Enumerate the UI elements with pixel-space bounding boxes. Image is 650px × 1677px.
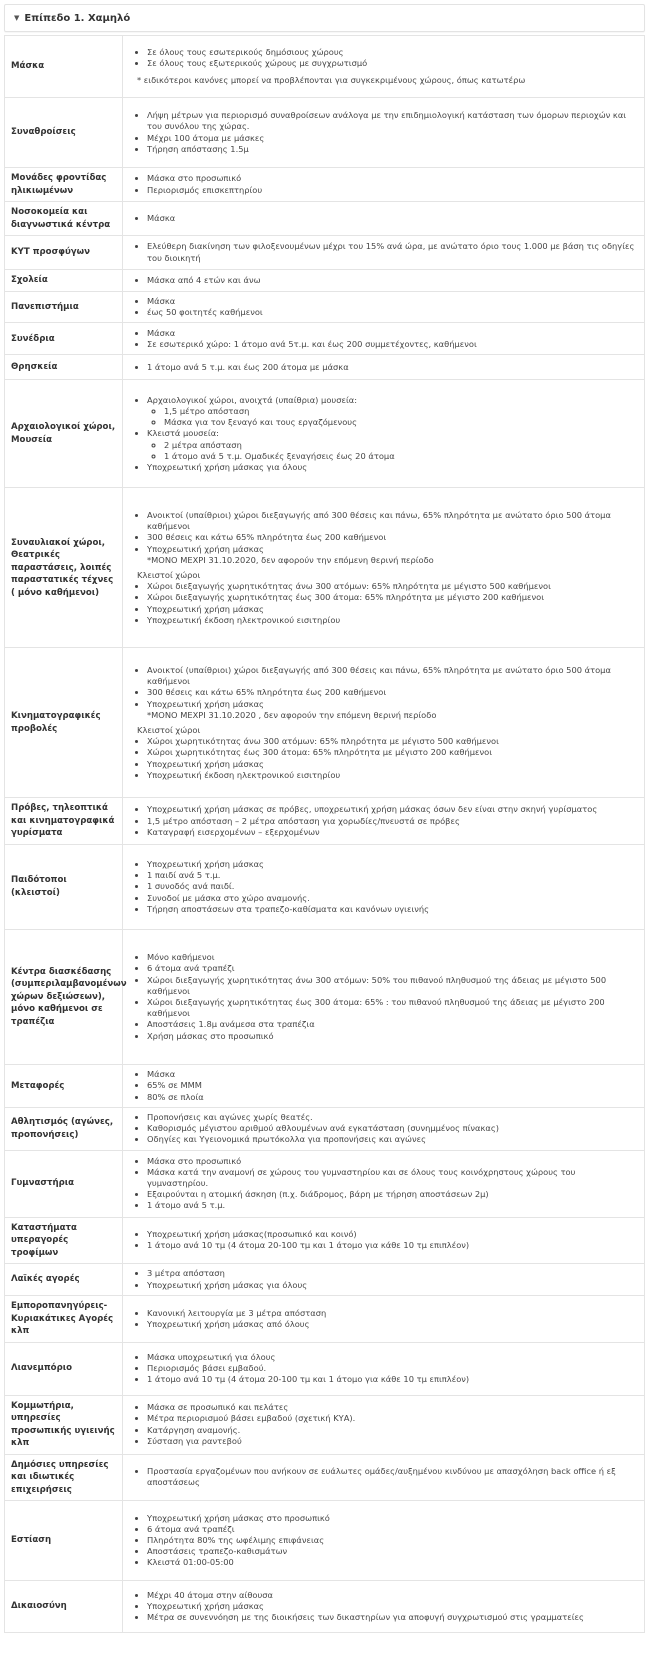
list-item: • Κατάργηση αναμονής. (147, 1425, 636, 1436)
row-content (123, 168, 645, 202)
list-item: • Υποχρεωτική έκδοση ηλεκτρονικού εισιτηρίου (147, 770, 636, 781)
table-row (5, 323, 645, 355)
period-note: *ΜΟΝΟ ΜΕΧΡΙ 31.10.2020 , δεν αφορούν την επόμενη θερινή περίοδο (147, 709, 437, 720)
table-row (5, 1501, 645, 1581)
list-item: • Υποχρεωτική χρήση μάσκας (147, 699, 636, 710)
measure-list (137, 1402, 636, 1447)
row-content (123, 488, 645, 648)
list-item: • Προπονήσεις και αγώνες χωρίς θεατές. (147, 1112, 636, 1123)
list-item: • Μέτρα περιορισμού βάσει εμβαδού (σχετική ΚΥΑ). (147, 1413, 636, 1424)
measures-table (4, 35, 645, 1633)
closed-spaces-title: Κλειστοί χώροι (137, 569, 201, 580)
measure-list (137, 1229, 636, 1251)
sub-list-item: ◦ Μάσκα για τον ξεναγό και τους εργαζόμενους (164, 417, 636, 428)
list-item: • Υποχρεωτική χρήση μάσκας(προσωπικό και κοινό) (147, 1229, 636, 1240)
measure-list (137, 1308, 636, 1330)
row-label: Συναυλιακοί χώροι, Θεατρικές παραστάσεις, λοιπές παραστατικές τέχνες ( μόνο καθήμενοι) (5, 488, 123, 648)
table-row (5, 380, 645, 488)
table-row (5, 844, 645, 929)
measure-list (137, 1156, 636, 1212)
row-label: Δικαιοσύνη (5, 1581, 123, 1633)
row-content (123, 844, 645, 929)
period-note: *ΜΟΝΟ ΜΕΧΡΙ 31.10.2020, δεν αφορούν την επόμενη θερινή περίοδο (147, 554, 434, 565)
row-content (123, 1296, 645, 1343)
measure-list (137, 328, 636, 350)
measure-list (137, 296, 636, 318)
table-row (5, 36, 645, 98)
row-label: Μονάδες φροντίδας ηλικιωμένων (5, 168, 123, 202)
row-label: Αθλητισμός (αγώνες, προπονήσεις) (5, 1107, 123, 1150)
list-item: • Εξαιρούνται η ατομική άσκηση (π.χ. διάδρομος, βάρη με τήρηση αποστάσεων 2μ) (147, 1189, 636, 1200)
list-item: • 1 συνοδός ανά παιδί. (147, 881, 636, 892)
measures-container (4, 4, 645, 1633)
row-label: Γυμναστήρια (5, 1150, 123, 1217)
row-label: Μεταφορές (5, 1064, 123, 1107)
row-content (123, 648, 645, 798)
row-content (123, 1395, 645, 1454)
list-item: • Υποχρεωτική χρήση μάσκας στο προσωπικό (147, 1513, 636, 1524)
list-item (147, 462, 636, 473)
list-item: • 1 άτομο ανά 10 τμ (4 άτομα 20-100 τμ και 1 άτομο για κάθε 10 τμ επιπλέον) (147, 1374, 636, 1385)
row-content (123, 98, 645, 168)
list-item: • Χώροι διεξαγωγής χωρητικότητας άνω 300 ατόμων: 50% του πιθανού πληθυσμού της άδειας με μέγιστο 500 καθήμενοι (147, 975, 636, 997)
row-label: Πανεπιστήμια (5, 292, 123, 323)
list-item: • Τήρηση απόστασης 1.5μ (147, 144, 636, 155)
list-item: • Χώροι χωρητικότητας έως 300 άτομα: 65% πληρότητα με μέγιστο 200 καθήμενοι (147, 747, 636, 758)
table-row (5, 1264, 645, 1296)
list-item: • Περιορισμός επισκεπτηρίου (147, 185, 636, 196)
list-item: • Χώροι διεξαγωγής χωρητικότητας έως 300 άτομα: 65% : του πιθανού πληθυσμού της άδειας με μέγιστο 200 καθήμενοι (147, 997, 636, 1019)
measure-list (137, 362, 636, 373)
measure-list (137, 804, 636, 838)
row-label: Λιανεμπόριο (5, 1342, 123, 1395)
measure-list (137, 1352, 636, 1386)
list-item: • Περιορισμός βάσει εμβαδού. (147, 1363, 636, 1374)
list-item: • 1 άτομο ανά 5 τ.μ. και έως 200 άτομα με μάσκα (147, 362, 636, 373)
row-content (123, 1342, 645, 1395)
list-item: • Υποχρεωτική χρήση μάσκας για όλους (147, 1280, 636, 1291)
list-item: • Μάσκα (147, 213, 636, 224)
table-row (5, 1064, 645, 1107)
level-accordion-header[interactable] (4, 4, 645, 32)
list-item: • Μάσκα στο προσωπικό (147, 1156, 636, 1167)
table-row (5, 488, 645, 648)
row-content (123, 270, 645, 292)
list-item: • Μέχρι 40 άτομα στην αίθουσα (147, 1590, 636, 1601)
sub-list-item: ◦ 1,5 μέτρο απόσταση (164, 406, 636, 417)
list-item: • Μάσκα σε προσωπικό και πελάτες (147, 1402, 636, 1413)
row-label: Πρόβες, τηλεοπτικά και κινηματογραφικά γυρίσματα (5, 798, 123, 845)
measure-list (137, 1112, 636, 1146)
list-item: • Ανοικτοί (υπαίθριοι) χώροι διεξαγωγής από 300 θέσεις και πάνω, 65% πληρότητα με ανώτατο όριο 500 άτομα καθήμενοι (147, 665, 636, 687)
table-row (5, 98, 645, 168)
list-item: • Πληρότητα 80% της ωφέλιμης επιφάνειας (147, 1535, 636, 1546)
table-row (5, 1454, 645, 1501)
list-item: • Αποστάσεις 1.8μ ανάμεσα στα τραπέζια (147, 1019, 636, 1030)
row-content (123, 1150, 645, 1217)
row-label: Εστίαση (5, 1501, 123, 1581)
row-label: Συνέδρια (5, 323, 123, 355)
sub-list-item: ◦ 2 μέτρα απόσταση (164, 440, 636, 451)
row-content (123, 323, 645, 355)
closed-spaces-list (137, 581, 636, 626)
row-content (123, 355, 645, 380)
list-item: • Χώροι διεξαγωγής χωρητικότητας έως 300 άτομα: 65% πληρότητα με μέγιστο 200 καθήμενοι (147, 592, 636, 603)
list-item: • Υποχρεωτική χρήση μάσκας (147, 1601, 636, 1612)
list-item: • 6 άτομα ανά τραπέζι (147, 963, 636, 974)
closed-spaces-title: Κλειστοί χώροι (137, 724, 201, 735)
list-item: • Μάσκα κατά την αναμονή σε χώρους του γυμναστηρίου και σε όλους τους κοινόχρηστους χώρους του γυμναστηρίου. (147, 1167, 636, 1189)
list-item: • Προστασία εργαζομένων που ανήκουν σε ευάλωτες ομάδες/αυξημένου κινδύνου με απασχόληση back office ή εξ αποστάσεως (147, 1466, 636, 1488)
list-item: • Μέχρι 100 άτομα με μάσκες (147, 133, 636, 144)
list-item: • 1 παιδί ανά 5 τ.μ. (147, 870, 636, 881)
row-content (123, 1107, 645, 1150)
list-item: • Μάσκα από 4 ετών και άνω (147, 275, 636, 286)
list-item: • Καθορισμός μέγιστου αριθμού αθλουμένων ανά εγκατάσταση (συνημμένος πίνακας) (147, 1123, 636, 1134)
table-row (5, 292, 645, 323)
table-row (5, 202, 645, 236)
list-item: • Σε όλους τους εξωτερικούς χώρους με συγχρωτισμό (147, 58, 636, 69)
measure-list (137, 241, 636, 263)
list-item: • Υποχρεωτική χρήση μάσκας (147, 604, 636, 615)
table-row (5, 168, 645, 202)
list-item-text: Κλειστά μουσεία: (147, 428, 219, 439)
table-row (5, 648, 645, 798)
table-row (5, 1342, 645, 1395)
table-row (5, 1150, 645, 1217)
measure-list (137, 1466, 636, 1488)
table-row (5, 236, 645, 270)
list-item: • Υποχρεωτική χρήση μάσκας (147, 544, 636, 555)
level-title: Επίπεδο 1. Χαμηλό (24, 12, 131, 24)
list-item: • Υποχρεωτική χρήση μάσκας από όλους (147, 1319, 636, 1330)
list-item: • Οδηγίες και Υγειονομικά πρωτόκολλα για προπονήσεις και αγώνες (147, 1134, 636, 1145)
list-item: • Χώροι χωρητικότητας άνω 300 ατόμων: 65% πληρότητα με μέγιστο 500 καθήμενοι (147, 736, 636, 747)
table-row (5, 798, 645, 845)
table-row (5, 1296, 645, 1343)
list-item (147, 428, 636, 462)
row-content (123, 1501, 645, 1581)
row-content (123, 236, 645, 270)
list-item: • Υποχρεωτική χρήση μάσκας (147, 759, 636, 770)
list-item: • 300 θέσεις και κάτω 65% πληρότητα έως 200 καθήμενοι (147, 532, 636, 543)
list-item: • Υποχρεωτική έκδοση ηλεκτρονικού εισιτηρίου (147, 615, 636, 626)
row-label: Παιδότοποι (κλειστοί) (5, 844, 123, 929)
list-item: • Αποστάσεις τραπεζο-καθισμάτων (147, 1546, 636, 1557)
list-item: • Υποχρεωτική χρήση μάσκας σε πρόβες, υποχρεωτική χρήση μάσκας όσων δεν είναι στην σκηνή γυρίσματος (147, 804, 636, 815)
list-item: • Καταγραφή εισερχομένων – εξερχομένων (147, 827, 636, 838)
list-item: • 80% σε πλοία (147, 1092, 636, 1103)
list-item: • Μάσκα (147, 328, 636, 339)
measure-list (137, 47, 636, 69)
measure-list (137, 173, 636, 195)
row-content (123, 1581, 645, 1633)
row-content (123, 1454, 645, 1501)
list-item: • Ελεύθερη διακίνηση των φιλοξενουμένων μέχρι του 15% ανά ώρα, με ανώτατο όριο τους 1.000 με βάση τις οδηγίες του διοικητή (147, 241, 636, 263)
row-label: Καταστήματα υπεραγορές τροφίμων (5, 1217, 123, 1264)
row-content (123, 798, 645, 845)
row-content (123, 380, 645, 488)
row-label: Θρησκεία (5, 355, 123, 380)
row-content (123, 1264, 645, 1296)
list-item: • Χώροι διεξαγωγής χωρητικότητας άνω 300 ατόμων: 65% πληρότητα με μέγιστο 500 καθήμενοι (147, 581, 636, 592)
list-item: • Σε εσωτερικό χώρο: 1 άτομο ανά 5τ.μ. και έως 200 συμμετέχοντες, καθήμενοι (147, 339, 636, 350)
list-item: • Μάσκα (147, 296, 636, 307)
table-row (5, 1107, 645, 1150)
table-row (5, 270, 645, 292)
row-content (123, 202, 645, 236)
measure-list (137, 1590, 636, 1624)
row-label: Μάσκα (5, 36, 123, 98)
footnote: * ειδικότεροι κανόνες μπορεί να προβλέπονται για συγκεκριμένους χώρους, όπως κατωτέρω (137, 74, 526, 85)
measure-list (137, 859, 636, 915)
list-item: • Μόνο καθήμενοι (147, 952, 636, 963)
list-item: • Μάσκα (147, 1069, 636, 1080)
list-item: • 1 άτομο ανά 5 τ.μ. (147, 1200, 636, 1211)
list-item: • Μάσκα υποχρεωτική για όλους (147, 1352, 636, 1363)
measure-list (137, 1069, 636, 1103)
row-content (123, 929, 645, 1064)
list-item-text: Αρχαιολογικοί χώροι, ανοιχτά (υπαίθρια) μουσεία: (147, 394, 358, 405)
list-item: • Συνοδοί με μάσκα στο χώρο αναμονής. (147, 893, 636, 904)
table-row (5, 1581, 645, 1633)
measure-list (137, 110, 636, 155)
list-item: • Τήρηση αποστάσεων στα τραπεζο-καθίσματα και κανόνων υγιεινής (147, 904, 636, 915)
row-label: Δημόσιες υπηρεσίες και ιδιωτικές επιχειρήσεις (5, 1454, 123, 1501)
table-row (5, 1217, 645, 1264)
row-label: Κομμωτήρια, υπηρεσίες προσωπικής υγιεινής κλπ (5, 1395, 123, 1454)
sub-list (147, 440, 636, 462)
measure-list (137, 1268, 636, 1290)
list-item: • Ανοικτοί (υπαίθριοι) χώροι διεξαγωγής από 300 θέσεις και πάνω, 65% πληρότητα με ανώτατο όριο 500 άτομα καθήμενοι (147, 510, 636, 532)
list-item: • Μάσκα στο προσωπικό (147, 173, 636, 184)
list-item: • 65% σε ΜΜΜ (147, 1080, 636, 1091)
measure-list (137, 395, 636, 473)
list-item: • 1 άτομο ανά 10 τμ (4 άτομα 20-100 τμ και 1 άτομο για κάθε 10 τμ επιπλέον) (147, 1240, 636, 1251)
measure-list (137, 275, 636, 286)
list-item: • 6 άτομα ανά τραπέζι (147, 1524, 636, 1535)
list-item: • Χρήση μάσκας στο προσωπικό (147, 1031, 636, 1042)
row-label: Αρχαιολογικοί χώροι, Μουσεία (5, 380, 123, 488)
table-row (5, 355, 645, 380)
row-label: Νοσοκομεία και διαγνωστικά κέντρα (5, 202, 123, 236)
list-item: • Υποχρεωτική χρήση μάσκας (147, 859, 636, 870)
list-item: • 3 μέτρα απόσταση (147, 1268, 636, 1279)
sub-list (147, 406, 636, 428)
measure-list (137, 952, 636, 1042)
row-label: Κινηματογραφικές προβολές (5, 648, 123, 798)
table-row (5, 929, 645, 1064)
list-item: • Μέτρα σε συνεννόηση με της διοικήσεις των δικαστηρίων για αποφυγή συγχρωτισμού στις γραμματείες (147, 1612, 636, 1623)
sub-list-item: ◦ 1 άτομο ανά 5 τ.μ. Ομαδικές ξεναγήσεις έως 20 άτομα (164, 451, 636, 462)
measure-list (137, 1513, 636, 1569)
row-label: Κέντρα διασκέδασης (συμπεριλαμβανομένων χώρων δεξιώσεων), μόνο καθήμενοι σε τραπέζια (5, 929, 123, 1064)
row-content (123, 1064, 645, 1107)
list-item: • 1,5 μέτρο απόσταση – 2 μέτρα απόσταση για χορωδίες/πνευστά σε πρόβες (147, 816, 636, 827)
row-content (123, 1217, 645, 1264)
caret-down-icon: ▼ (14, 14, 20, 22)
row-label: Συναθροίσεις (5, 98, 123, 168)
measure-list (137, 213, 636, 224)
measure-list (137, 665, 636, 710)
list-item: • Κλειστά 01:00-05:00 (147, 1557, 636, 1568)
list-item: • 300 θέσεις και κάτω 65% πληρότητα έως 200 καθήμενοι (147, 687, 636, 698)
list-item: • Σε όλους τους εσωτερικούς δημόσιους χώρους (147, 47, 636, 58)
row-label: ΚΥΤ προσφύγων (5, 236, 123, 270)
row-content (123, 292, 645, 323)
row-label: Λαϊκές αγορές (5, 1264, 123, 1296)
list-item: • έως 50 φοιτητές καθήμενοι (147, 307, 636, 318)
row-label: Σχολεία (5, 270, 123, 292)
row-content (123, 36, 645, 98)
row-label: Εμποροπανηγύρεις-Κυριακάτικες Αγορές κλπ (5, 1296, 123, 1343)
closed-spaces-list (137, 736, 636, 781)
table-row (5, 1395, 645, 1454)
list-item (147, 395, 636, 429)
measure-list (137, 510, 636, 555)
list-item: • Κανονική λειτουργία με 3 μέτρα απόσταση (147, 1308, 636, 1319)
list-item-text: Υποχρεωτική χρήση μάσκας για όλους (147, 461, 308, 472)
list-item: • Λήψη μέτρων για περιορισμό συναθροίσεων ανάλογα με την επιδημιολογική κατάσταση των όμορων περιοχών και του συνόλου της χώρας. (147, 110, 636, 132)
list-item: • Σύσταση για ραντεβού (147, 1436, 636, 1447)
